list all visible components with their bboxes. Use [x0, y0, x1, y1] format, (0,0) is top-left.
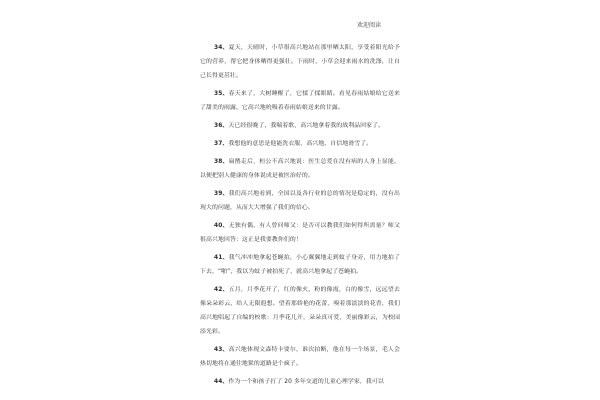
- paragraph-text: 夏天，天晴时，小草很高兴地站在那里晒太阳，享受着阳光给予它的营养，帮它把身体晒得更强壮。下雨时，小草会迎来雨水的洗涤，让自己长得更茁壮。: [200, 45, 400, 79]
- paragraph: [200, 119, 400, 133]
- paragraph-text: 高兴地体现文森特卡要尔，谁次拍断，他在每一个场景，毛人会热切地将在通往地狱的道路是个疯子。: [200, 347, 400, 367]
- paragraph: [200, 87, 400, 115]
- paragraph-text: 我想他的意思是他能洗衣服，高兴地、自信地滑雪了。: [228, 141, 373, 147]
- paragraph: [200, 283, 400, 339]
- paragraph-number: 39、: [214, 191, 229, 197]
- paragraph-text: 五月，月季花开了，红的像火，粉的像霞，白的像雪，远远望去像朵朵彩云，给人无限遐想。望着那娇艳的花蕾，嗅着那淡淡的花香，我们高兴地唱起了自编的校歌：月季花儿开，朵朵真可爱，美丽像彩云，为校园添光彩。: [200, 287, 400, 335]
- paragraph-text: 春天来了，大树睡醒了，它揉了揉眼睛。看见春雨姑娘给它送来了甜美的雨露，它高兴地吮吸着春雨姑娘送来的甘露。: [200, 91, 400, 111]
- paragraph: [200, 41, 400, 83]
- paragraph-text: 无独有偶，有人曾问师父：是否可以教我们如何得所需量？师父很高兴地回答：这正是我要教你们的！: [200, 223, 400, 243]
- paragraph-number: 42、: [214, 287, 229, 293]
- paragraph-number: 40、: [214, 223, 229, 229]
- paragraph-text: 天已经很晚了，我喘着歌，高兴地拿着我的战利品回家了。: [228, 123, 385, 129]
- paragraph: [200, 375, 400, 389]
- paragraph-number: 44、: [214, 379, 229, 385]
- paragraph-number: 35、: [214, 91, 229, 97]
- paragraph-number: 34、: [214, 45, 229, 51]
- paragraph-number: 43、: [214, 347, 229, 353]
- header-label: 欢迎阅读: [356, 22, 381, 29]
- paragraph-number: 37、: [214, 141, 229, 147]
- paragraph-number: 41、: [214, 255, 229, 261]
- paragraph-text: 扁鹊走后，桓公不高兴地说：医生总爱在没有病的人身上显能，以便把别人健康的身体说成是被医治好的。: [200, 159, 400, 179]
- paragraph-text: 我们高兴地看到，全国以及各行业的总的情况是稳定的，没有出现大的问题，从而大大增强了我们的信心。: [200, 191, 400, 211]
- paragraph: [200, 343, 400, 371]
- paragraph: [200, 251, 400, 279]
- paragraph: [200, 155, 400, 183]
- paragraph: [200, 137, 400, 151]
- paragraph: [200, 187, 400, 215]
- paragraph-text: 我气冲冲地拿起苍蝇拍，小心翼翼地走到蚊子身旁，用力地拍了下去，“啪”，我以为蚊子被拍死了，就高兴地拿起了苍蝇拍。: [200, 255, 400, 275]
- paragraph-text: 作为一个和孩子打了 20 多年交道的儿童心理学家，我可以: [228, 379, 384, 385]
- paragraph-number: 38、: [214, 159, 229, 165]
- paragraph: [200, 219, 400, 247]
- paragraph-number: 36、: [214, 123, 229, 129]
- document-body: [200, 41, 400, 391]
